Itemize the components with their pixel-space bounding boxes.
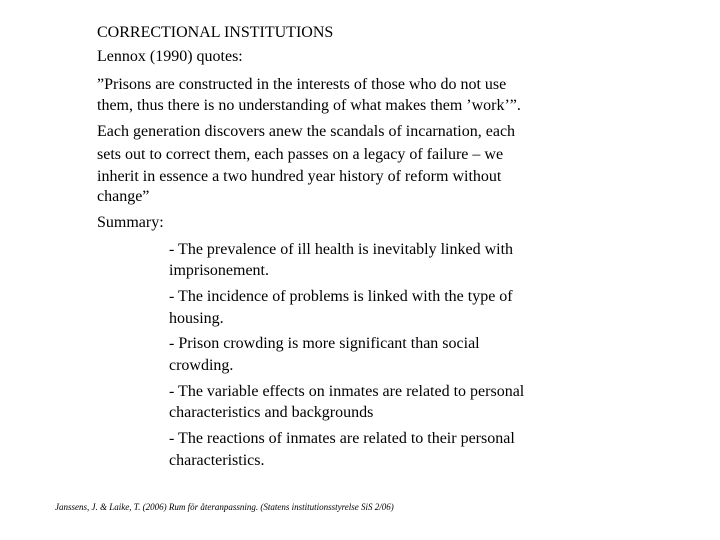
quote-line: Each generation discovers anew the scandals of incarnation, each	[97, 123, 516, 140]
summary-line: crowding.	[169, 357, 234, 374]
slide-title: CORRECTIONAL INSTITUTIONS	[97, 24, 334, 41]
summary-line: - The incidence of problems is linked with the type of	[169, 288, 513, 305]
quote-line: inherit in essence a two hundred year history of reform without	[97, 168, 502, 185]
summary-line: characteristics and backgrounds	[169, 404, 374, 421]
citation: Janssens, J. & Laike, T. (2006) Rum för återanpassning. (Statens institutionsstyrelse SiS 2/06)	[55, 502, 394, 512]
summary-line: housing.	[169, 310, 224, 327]
summary-line: - The prevalence of ill health is inevitably linked with	[169, 241, 514, 258]
quote-line: change”	[97, 188, 150, 205]
summary-line: - Prison crowding is more significant than social	[169, 335, 480, 352]
summary-line: imprisonement.	[169, 262, 269, 279]
quote-line: sets out to correct them, each passes on a legacy of failure – we	[97, 146, 504, 163]
summary-line: - The variable effects on inmates are related to personal	[169, 383, 525, 400]
summary-label: Summary:	[97, 214, 164, 231]
summary-line: - The reactions of inmates are related to their personal	[169, 430, 515, 447]
quote-line: ”Prisons are constructed in the interests of those who do not use	[97, 76, 507, 93]
quote-intro: Lennox (1990) quotes:	[97, 48, 243, 65]
summary-line: characteristics.	[169, 452, 265, 469]
quote-line: them, thus there is no understanding of what makes them ’work’”.	[97, 97, 521, 114]
